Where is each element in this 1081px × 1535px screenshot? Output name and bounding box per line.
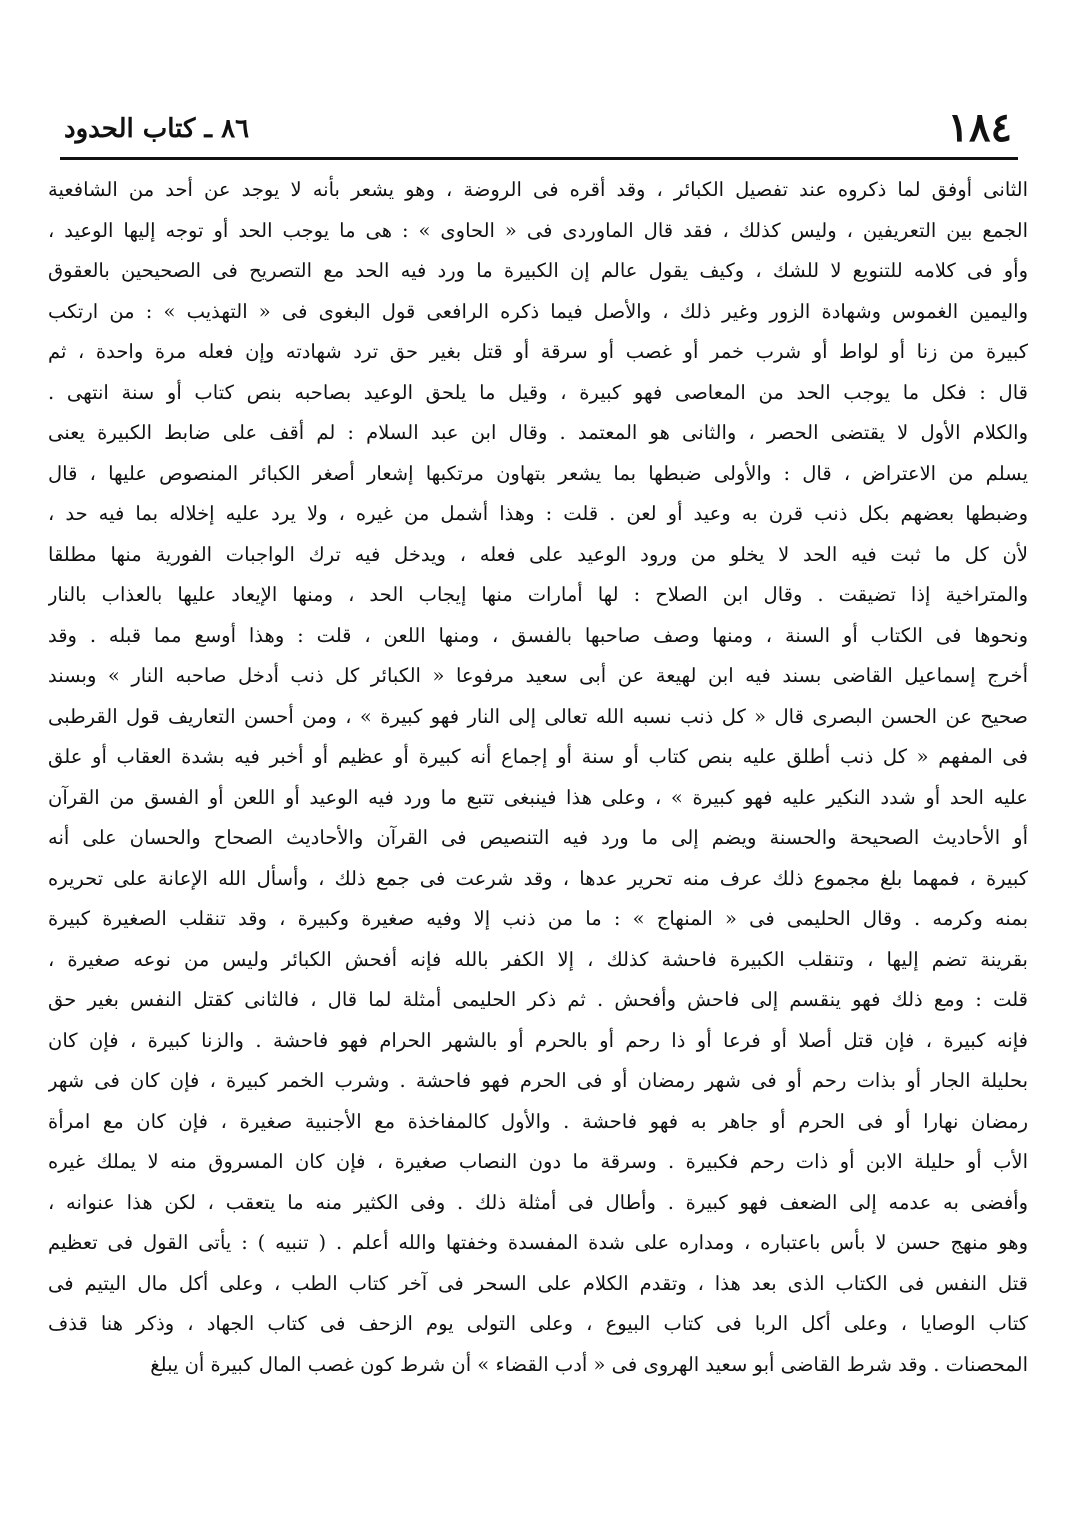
text-line: وضبطها بعضهم بكل ذنب قرن به وعيد أو لعن . قلت : وهذا أشمل من غيره ، ولا يرد عليه إخلاله بما فيه حد ،	[48, 502, 1028, 525]
text-line: رمضان نهارا أو فى الحرم أو جاهر به فهو فاحشة . والأول كالمفاخذة مع الأجنبية صغيرة ، فإن كان مع امرأة	[48, 1109, 1028, 1133]
text-line: قتل النفس فى الكتاب الذى بعد هذا ، وتقدم الكلام على السحر فى آخر كتاب الطب ، وعلى أكل مال اليتيم فى	[48, 1271, 1028, 1295]
text-line: بمنه وكرمه . وقال الحليمى فى « المنهاج » : ما من ذنب إلا وفيه صغيرة وكبيرة ، وقد تنقلب الصغيرة كبيرة	[48, 907, 1028, 930]
text-line: الثانى أوفق لما ذكروه عند تفصيل الكبائر ، وقد أقره فى الروضة ، وهو يشعر بأنه لا يوجد عن أحد من الشافعية	[48, 178, 1028, 201]
text-line: يسلم من الاعتراض ، قال : والأولى ضبطها بما يشعر بتهاون مرتكبها إشعار أصغر الكبائر المنصوص عليها ، قال	[48, 461, 1028, 485]
text-line: كبيرة ، فمهما بلغ مجموع ذلك عرف منه تحرير عدها ، وقد شرعت فى جمع ذلك ، وأسأل الله الإعانة على تحريره	[48, 866, 1028, 890]
text-line: أو الأحاديث الصحيحة والحسنة ويضم إلى ما ورد فيه التنصيص فى القرآن والأحاديث الصحاح والحسان على أنه	[48, 826, 1028, 849]
text-line: بحليلة الجار أو بذات رحم أو فى شهر رمضان أو فى الحرم فهو فاحشة . وشرب الخمر كبيرة ، فإن كان فى شهر	[48, 1069, 1028, 1092]
text-line: المحصنات . وقد شرط القاضى أبو سعيد الهروى فى « أدب القضاء » أن شرط كون غصب المال كبيرة أن يبلغ	[150, 1352, 1028, 1376]
page-number: ١٨٤	[947, 104, 1012, 151]
text-line: فإنه كبيرة ، فإن قتل أصلا أو فرعا أو ذا رحم أو بالحرم أو بالشهر الحرام فهو فاحشة . والزنا كبيرة ، فإن كان	[48, 1028, 1028, 1052]
text-line: والكلام الأول لا يقتضى الحصر ، والثانى هو المعتمد . وقال ابن عبد السلام : لم أقف على ضابط الكبيرة يعنى	[48, 421, 1028, 444]
text-line: كتاب الوصايا ، وعلى أكل الربا فى كتاب البيوع ، وعلى التولى يوم الزحف فى كتاب الجهاد ، وذكر هنا قذف	[48, 1312, 1028, 1335]
text-line: والمتراخية إذا تضيقت . وقال ابن الصلاح : لها أمارات منها إيجاب الحد ، ومنها الإيعاد عليها بالعذاب بالنار	[48, 583, 1028, 606]
text-line: ونحوها فى الكتاب أو السنة ، ومنها وصف صاحبها بالفسق ، ومنها اللعن ، قلت : وهذا أوسع مما قبله . وقد	[48, 623, 1028, 647]
text-line: الأب أو حليلة الابن أو ذات رحم فكبيرة . وسرقة ما دون النصاب صغيرة ، فإن كان المسروق منه لا يملك غيره	[48, 1150, 1028, 1173]
text-line: الجمع بين التعريفين ، وليس كذلك ، فقد قال الماوردى فى « الحاوى » : هى ما يوجب الحد أو توجه إليها الوعيد ،	[48, 218, 1028, 242]
text-line: عليه الحد أو شدد النكير عليه فهو كبيرة » ، وعلى هذا فينبغى تتبع ما ورد فيه الوعيد أو اللعن أو الفسق من القرآن	[48, 785, 1028, 809]
header-divider	[60, 157, 1018, 160]
chapter-title: ٨٦ ـ كتاب الحدود	[64, 114, 250, 144]
text-line: فى المفهم « كل ذنب أطلق عليه بنص كتاب أو سنة أو إجماع أنه كبيرة أو عظيم أو أخبر فيه بشدة العقاب أو علق	[48, 745, 1028, 768]
text-line: واليمين الغموس وشهادة الزور وغير ذلك ، والأصل فيما ذكره الرافعى قول البغوى فى « التهذيب » : من ارتكب	[48, 299, 1028, 323]
text-line: كبيرة من زنا أو لواط أو شرب خمر أو غصب أو سرقة أو قتل بغير حق ترد شهادته وإن فعله مرة واحدة ، ثم	[48, 340, 1028, 363]
body-text	[48, 170, 1028, 1385]
text-line: وأو فى كلامه للتنويع لا للشك ، وكيف يقول عالم إن الكبيرة ما ورد فيه الحد مع التصريح فى الصحيحين بالعقوق	[48, 259, 1028, 282]
text-line: قال : فكل ما يوجب الحد من المعاصى فهو كبيرة ، وقيل ما يلحق الوعيد بصاحبه بنص كتاب أو سنة انتهى .	[48, 380, 1028, 404]
text-line: قلت : ومع ذلك فهو ينقسم إلى فاحش وأفحش . ثم ذكر الحليمى أمثلة لما قال ، فالثانى كقتل النفس بغير حق	[48, 988, 1028, 1011]
text-line: صحيح عن الحسن البصرى قال « كل ذنب نسبه الله تعالى إلى النار فهو كبيرة » ، ومن أحسن التعاريف قول القرطبى	[48, 704, 1028, 728]
text-line: وأفضى به عدمه إلى الضعف فهو كبيرة . وأطال فى أمثلة ذلك . وفى الكثير منه ما يتعقب ، لكن هذا عنوانه ،	[48, 1190, 1028, 1214]
page-header	[60, 96, 1020, 156]
text-line: وهو منهج حسن لا بأس باعتباره ، ومداره على شدة المفسدة وخفتها والله أعلم . ( تنبيه ) : يأتى القول فى تعظيم	[48, 1231, 1028, 1254]
text-line: لأن كل ما ثبت فيه الحد لا يخلو من ورود الوعيد على فعله ، ويدخل فيه ترك الواجبات الفورية منها مطلقا	[48, 542, 1028, 566]
text-line: أخرج إسماعيل القاضى بسند فيه ابن لهيعة عن أبى سعيد مرفوعا « الكبائر كل ذنب أدخل صاحبه النار » وبسند	[48, 664, 1028, 687]
text-line: بقرينة تضم إليها ، وتنقلب الكبيرة فاحشة كذلك ، إلا الكفر بالله فإنه أفحش الكبائر وليس من نوعه صغيرة ،	[48, 947, 1028, 971]
